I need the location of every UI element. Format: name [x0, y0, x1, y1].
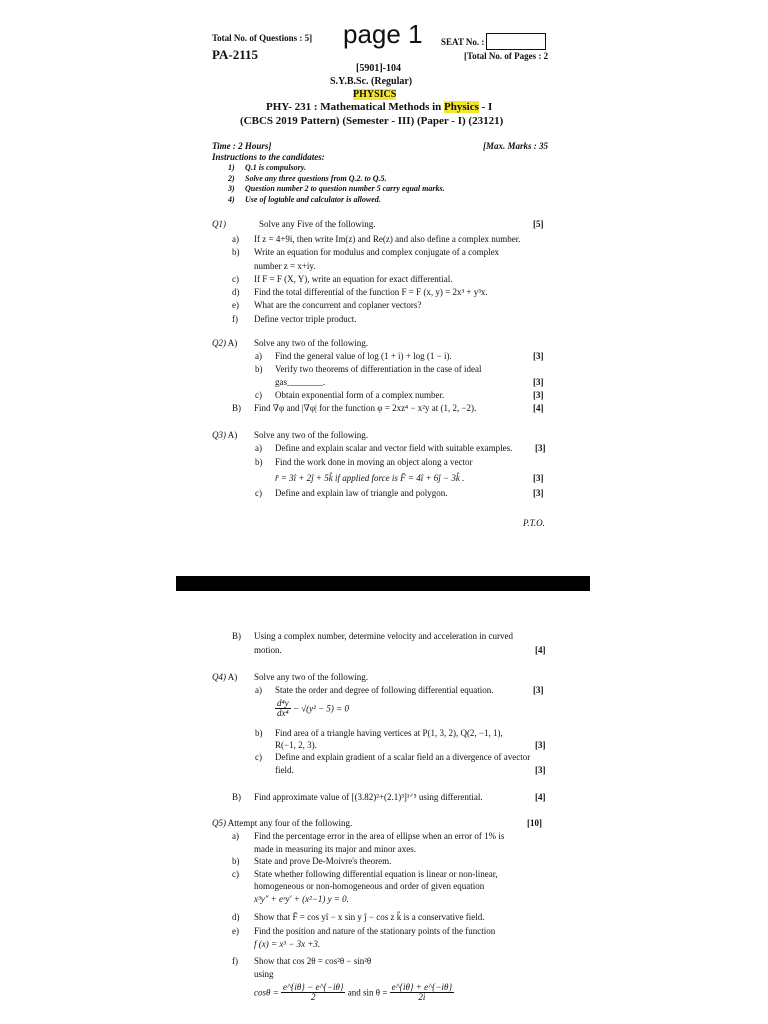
class-name: S.Y.B.Sc. (Regular) — [330, 76, 413, 87]
q5-marks: [10] — [527, 818, 542, 828]
q5-e-cont: f (x) = x³ − 3x +3. — [254, 939, 321, 949]
subject: PHYSICS — [353, 89, 397, 100]
q3-a-marks: [3] — [535, 443, 546, 453]
q2-label: Q2) A) — [212, 338, 238, 348]
q4-a: a) State the order and degree of following differential equation. — [255, 685, 494, 695]
list-item: d) Find the total differential of the function F = F (x, y) = 2x³ + y³x. — [232, 287, 488, 298]
q3-b-vector: r̄ = 3î + 2ĵ + 5k̂ if applied force is F̄ = 4î + 6ĵ − 3k̂ . — [275, 473, 465, 483]
q5-f-formula: cosθ = $\frac{e\^{}\{i\theta\} - e\^{}\{-i\theta\}}{2}$ and sin θ = $\frac{e\^{}\{i\theta\} + e\^{}\{-i\theta\}}{2i}$ — [254, 982, 453, 1002]
q5-e: e) Find the position and nature of the stationary points of the function — [232, 926, 496, 936]
list-item: a) Find the percentage error in the area of ellipse when an error of 1% is — [232, 831, 505, 841]
time: Time : 2 Hours] — [212, 141, 272, 151]
q1-label: Q1) — [212, 219, 226, 229]
instructions-list — [228, 163, 445, 205]
pto: P.T.O. — [523, 518, 545, 528]
q4-c: c) Define and explain gradient of a scalar field an a divergence of avector — [255, 752, 531, 762]
q3-b: b) Find the work done in moving an object along a vector — [255, 457, 473, 467]
q4-a-marks: [3] — [533, 685, 544, 695]
q2-c-marks: [3] — [533, 390, 544, 400]
instruction-item: 2) Solve any three questions from Q.2. to Q.5. — [228, 173, 387, 183]
q3-c: c) Define and explain law of triangle and polygon. — [255, 488, 448, 498]
instruction-item: 3) Question number 2 to question number 5 carry equal marks. — [228, 184, 445, 193]
q2-c: c) Obtain exponential form of a complex number. — [255, 390, 445, 400]
sin-fraction: $\frac{e\^{}\{i\theta\} + e\^{}\{-i\theta\}}{2i}$ — [391, 982, 453, 1002]
list-item-cont: made in measuring its major and minor axes. — [254, 843, 416, 854]
q4-label: Q4) A) — [212, 672, 238, 682]
q3-part-b-marks: [4] — [535, 645, 546, 655]
q4-b: b) Find area of a triangle having vertices at P(1, 3, 2), Q(2, −1, 1), — [255, 728, 503, 738]
list-item: b) Write an equation for modulus and complex conjugate of a complex — [232, 247, 500, 258]
max-marks: [Max. Marks : 35 — [483, 141, 549, 151]
q4-part-b-marks: [4] — [535, 792, 546, 802]
q4-c-marks: [3] — [535, 765, 546, 775]
page-note: page 1 — [343, 19, 423, 49]
q5-f: f) Show that cos 2θ = cos²θ − sin²θ — [232, 956, 372, 966]
derivative-fraction: $\frac{\text{d⁴y}}{\text{dx⁴}}$ — [277, 698, 289, 718]
instruction-item: 1) Q.1 is compulsory. — [228, 163, 307, 172]
q4-part-b: B) Find approximate value of [(3.82)²+(2.1)³]¹ᐟ⁵ using differential. — [232, 792, 483, 802]
total-pages: [Total No. of Pages : 2 — [464, 51, 549, 61]
list-item: e) What are the concurrent and coplaner vectors? — [232, 300, 422, 311]
list-item: c) If F = F (X, Y), write an equation for exact differential. — [232, 273, 453, 284]
q4-c-cont: field. — [275, 765, 294, 775]
course-title — [266, 101, 492, 113]
q5-items — [232, 830, 504, 906]
q3-part-b: B) Using a complex number, determine velocity and acceleration in curved — [232, 631, 514, 641]
total-questions: Total No. of Questions : 5] — [212, 33, 313, 43]
q3-title: Solve any two of the following. — [254, 430, 368, 440]
q2-b-cont: gas________. — [275, 377, 326, 387]
q2-b-part: B) Find ∇φ and |∇φ| for the function φ = 2xz⁴ − x²y at (1, 2, −2). — [232, 403, 477, 413]
q4-b-cont: R(−1, 2, 3). — [275, 740, 317, 750]
q3-label: Q3) A) — [212, 430, 238, 440]
list-item-cont: number z = x+iy. — [254, 260, 316, 271]
q2-b-part-marks: [4] — [533, 403, 544, 413]
q2-b: b) Verify two theorems of differentiation in the case of ideal — [255, 364, 482, 374]
instruction-item: 4) Use of logtable and calculator is allowed. — [228, 194, 381, 204]
list-item: b) State and prove De-Moivre's theorem. — [232, 856, 392, 867]
q1-title: Solve any Five of the following. — [259, 219, 376, 229]
q3-b-marks: [3] — [533, 473, 544, 483]
pattern-line: (CBCS 2019 Pattern) (Semester - III) (Paper - I) (23121) — [240, 115, 504, 127]
q3-c-marks: [3] — [533, 488, 544, 498]
q4-title: Solve any two of the following. — [254, 672, 368, 682]
q4-b-marks: [3] — [535, 740, 546, 750]
exam-code: [5901]-104 — [356, 63, 401, 74]
list-item: c) State whether following differential equation is linear or non-linear, — [232, 868, 498, 879]
q5-d: d) Show that F̄ = cos yî − x sin y ĵ − cos z k̂ is a conservative field. — [232, 912, 485, 922]
q2-a-marks: [3] — [533, 351, 544, 361]
course-suffix: - I — [478, 101, 493, 113]
q1-marks: [5] — [533, 219, 544, 229]
instructions-title: Instructions to the candidates: — [212, 152, 325, 162]
course-highlight: Physics — [444, 101, 479, 113]
q1-items — [232, 233, 521, 326]
page-divider — [176, 576, 590, 591]
q4-a-equation: $\frac{\text{d⁴y}}{\text{dx⁴}}$ − √(y² − 5) = 0 — [277, 698, 349, 718]
list-item: f) Define vector triple product. — [232, 313, 357, 324]
paper-code: PA-2115 — [212, 47, 258, 62]
list-item-cont: homogeneous or non-homogeneous and order of given equation — [254, 881, 485, 892]
course-prefix: PHY- 231 : Mathematical Methods in — [266, 101, 445, 113]
seat-no-box[interactable] — [486, 33, 546, 50]
q5-label: Q5) Attempt any four of the following. — [212, 818, 353, 828]
q2-a: a) Find the general value of log (1 + i) + log (1 − i). — [255, 351, 452, 361]
q2-b-marks: [3] — [533, 377, 544, 387]
q3-part-b-cont: motion. — [254, 645, 282, 655]
cos-fraction: $\frac{e\^{}\{i\theta\} - e\^{}\{-i\theta\}}{2}$ — [283, 982, 344, 1002]
seat-no-label: SEAT No. : — [441, 37, 485, 47]
list-item: a) If z = 4+9i, then write Im(z) and Re(z) and also define a complex number. — [232, 234, 521, 244]
list-item-cont: x³y″ + eˣy′ + (x²−1) y = 0. — [254, 893, 349, 904]
q5-f-using: using — [254, 969, 274, 979]
q2-title: Solve any two of the following. — [254, 338, 368, 348]
q3-a: a) Define and explain scalar and vector field with suitable examples. — [255, 443, 513, 453]
